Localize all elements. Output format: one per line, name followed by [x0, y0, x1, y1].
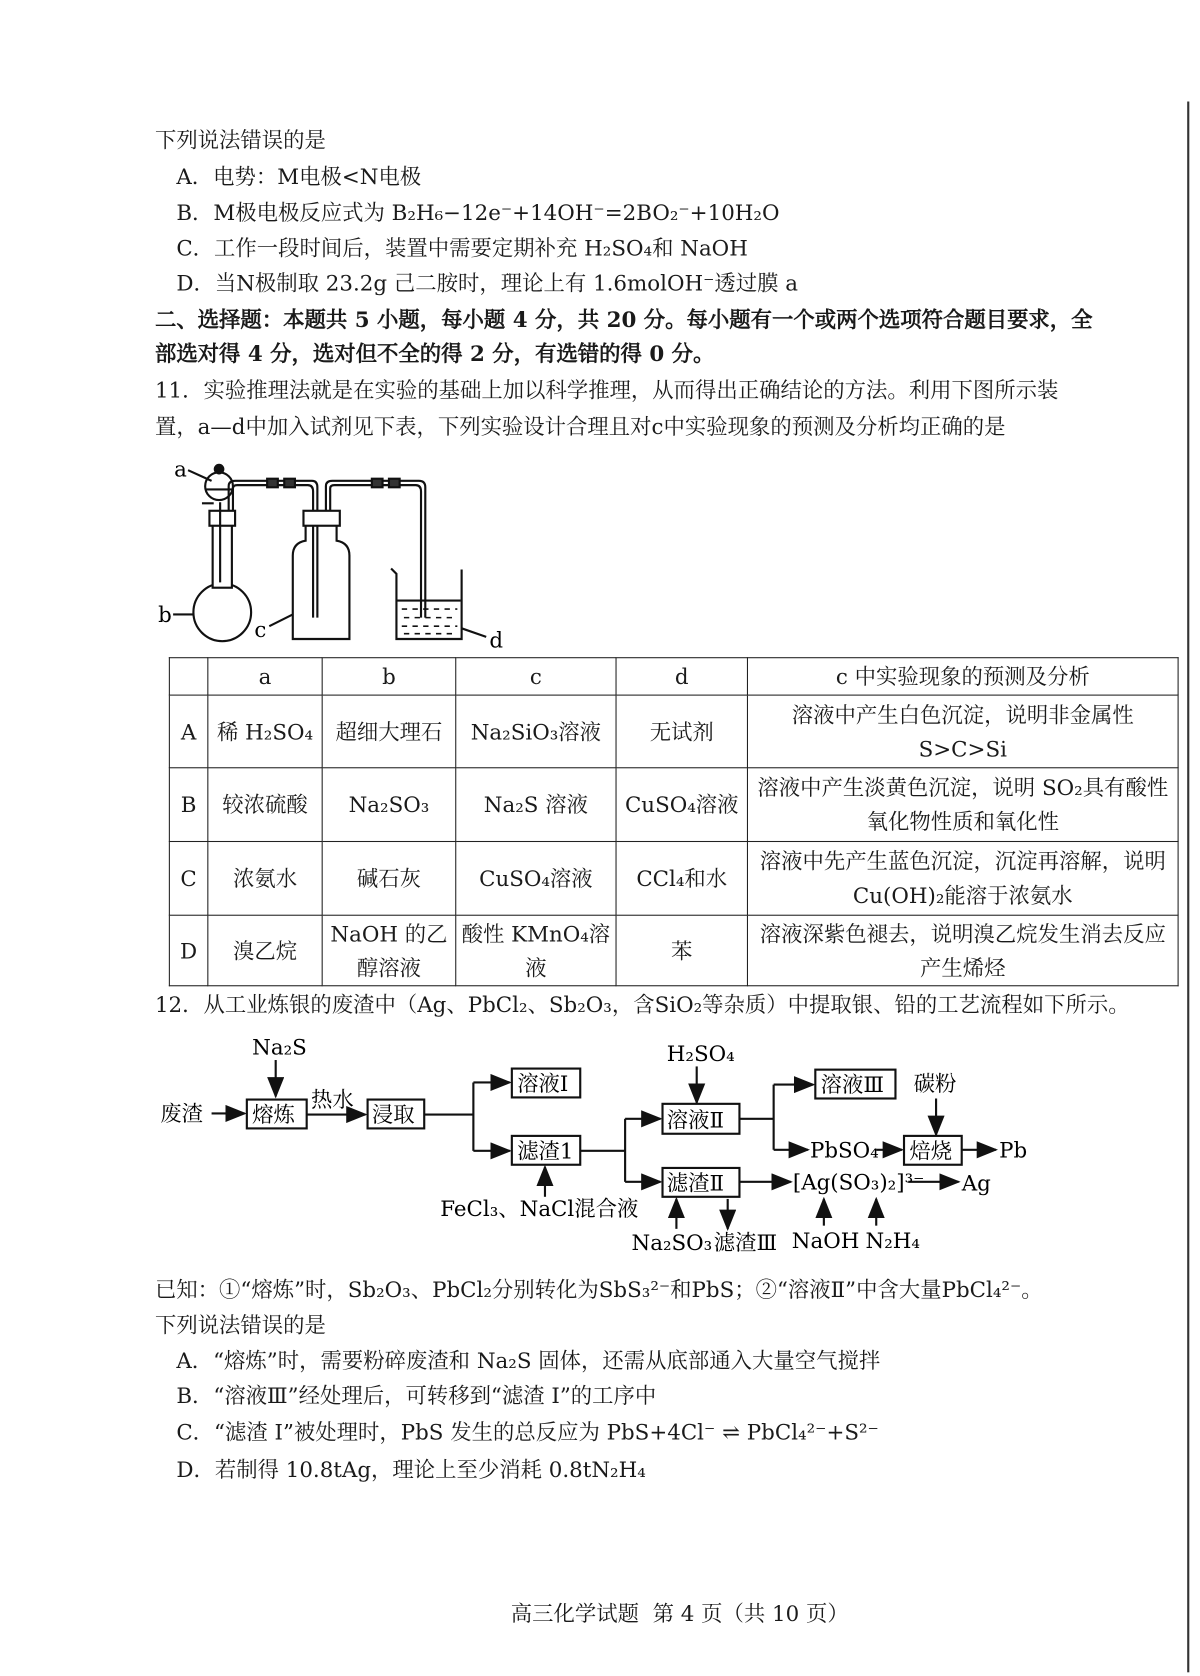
reagent-na2so3: Na₂SO₃	[631, 1231, 713, 1257]
product-residue2: 滤渣Ⅱ	[666, 1171, 725, 1197]
q10-option-d: D．当N极制取 23.2g 己二胺时，理论上有 1.6molOH⁻透过膜 a	[176, 270, 799, 296]
cell-c: Na₂SiO₃溶液	[456, 695, 616, 768]
cell-d: CuSO₄溶液	[616, 768, 747, 842]
row-label: A	[169, 695, 207, 768]
reagent-na2s: Na₂S	[252, 1035, 307, 1061]
feed-waste-residue: 废渣	[160, 1101, 204, 1127]
step-smelt: 熔炼	[252, 1102, 295, 1128]
cell-b: 碱石灰	[322, 841, 456, 915]
q10-option-b: B．M极电极反应式为 B₂H₆−12e⁻+14OH⁻=2BO₂⁻+10H₂O	[176, 199, 780, 226]
table-header: c	[456, 658, 616, 695]
table-header: d	[616, 658, 747, 695]
label-a: a	[174, 457, 187, 483]
product-solution1: 溶液I	[517, 1072, 569, 1098]
q12-stem: 12．从工业炼银的废渣中（Ag、PbCl₂、Sb₂O₃，含SiO₂等杂质）中提取银、铅的工艺流程如下所示。	[154, 991, 1130, 1018]
reagent-carbon: 碳粉	[913, 1072, 957, 1098]
row-label: B	[169, 768, 207, 842]
reagent-fecl3-nacl: FeCl₃、NaCl混合液	[440, 1197, 639, 1223]
step-leach: 浸取	[371, 1102, 415, 1128]
table-header: b	[322, 658, 456, 695]
cell-d: 苯	[616, 915, 747, 986]
product-solution2: 溶液Ⅱ	[666, 1108, 725, 1134]
q10-stem: 下列说法错误的是	[154, 127, 326, 153]
q12-option-a: A．“熔炼”时，需要粉碎废渣和 Na₂S 固体，还需从底部通入大量空气搅拌	[176, 1347, 881, 1374]
step-roast: 焙烧	[909, 1139, 953, 1165]
q12-option-b: B．“溶液Ⅲ”经处理后，可转移到“滤渣 I”的工序中	[176, 1382, 657, 1409]
q11-stem-line1: 11．实验推理法就是在实验的基础上加以科学推理，从而得出正确结论的方法。利用下图所示装	[154, 377, 1059, 403]
reagent-hot-water: 热水	[310, 1088, 354, 1114]
cell-a: 较浓硫酸	[208, 768, 322, 842]
cell-c: CuSO₄溶液	[456, 841, 616, 915]
cell-analysis: 溶液中产生白色沉淀，说明非金属性 S>C>Si	[747, 695, 1178, 768]
product-ag: Ag	[961, 1171, 991, 1197]
cell-b: 超细大理石	[322, 695, 456, 768]
product-solution3: 溶液Ⅲ	[820, 1073, 884, 1099]
label-d: d	[489, 628, 504, 654]
q10-option-a: A．电势：M电极<N电极	[176, 163, 422, 190]
cell-a: 浓氨水	[208, 841, 322, 915]
cell-d: CCl₄和水	[616, 841, 747, 915]
q12-option-c: C．“滤渣 I”被处理时，PbS 发生的总反应为 PbS+4Cl⁻ ⇌ PbCl₄²⁻+S²⁻	[176, 1419, 879, 1445]
reagent-h2so4: H₂SO₄	[666, 1042, 735, 1068]
reagent-n2h4: N₂H₄	[865, 1229, 920, 1255]
q11-stem-line2: 置，a—d中加入试剂见下表，下列实验设计合理且对c中实验现象的预测及分析均正确的是	[154, 413, 1006, 440]
cell-analysis: 溶液中先产生蓝色沉淀，沉淀再溶解，说明 Cu(OH)₂能溶于浓氨水	[747, 841, 1178, 915]
row-label: D	[169, 915, 207, 986]
cell-b: Na₂SO₃	[322, 768, 456, 842]
section2-heading-cont: 部选对得 4 分，选对但不全的得 2 分，有选错的得 0 分。	[154, 340, 715, 367]
table-header: a	[208, 658, 322, 695]
product-residue3: 滤渣Ⅲ	[713, 1231, 778, 1257]
product-residue1: 滤渣1	[517, 1139, 574, 1165]
product-pbso4: PbSO₄	[809, 1138, 879, 1164]
section2-heading: 二、选择题：本题共 5 小题，每小题 4 分，共 20 分。每小题有一个或两个选项符合题目要求，全	[154, 306, 1093, 333]
cell-a: 溴乙烷	[208, 915, 322, 986]
q12-option-d: D．若制得 10.8tAg，理论上至少消耗 0.8tN₂H₄	[176, 1456, 646, 1483]
reagent-naoh: NaOH	[791, 1229, 860, 1255]
cell-c: Na₂S 溶液	[456, 768, 616, 842]
row-label: C	[169, 841, 207, 915]
cell-d: 无试剂	[616, 695, 747, 768]
q12-question: 下列说法错误的是	[154, 1312, 326, 1338]
q10-option-c: C．工作一段时间后，装置中需要定期补充 H₂SO₄和 NaOH	[176, 235, 748, 261]
product-pb: Pb	[999, 1138, 1028, 1164]
label-b: b	[158, 602, 172, 628]
cell-b: NaOH 的乙醇溶液	[322, 915, 456, 986]
page-footer: 高三化学试题 第 4 页（共 10 页）	[510, 1600, 849, 1627]
table-header: c 中实验现象的预测及分析	[747, 658, 1178, 695]
q12-known-info: 已知：①“熔炼”时，Sb₂O₃、PbCl₂分别转化为SbS₃²⁻和PbS；②“溶液Ⅱ”中含大量PbCl₄²⁻。	[154, 1276, 1043, 1303]
cell-c: 酸性 KMnO₄溶液	[456, 915, 616, 986]
cell-analysis: 溶液深紫色褪去，说明溴乙烷发生消去反应产生烯烃	[747, 915, 1178, 986]
cell-analysis: 溶液中产生淡黄色沉淀，说明 SO₂具有酸性氧化物性质和氧化性	[747, 768, 1178, 842]
product-ag-complex: [Ag(SO₃)₂]³⁻	[792, 1170, 925, 1196]
cell-a: 稀 H₂SO₄	[208, 695, 322, 768]
label-c: c	[254, 617, 267, 643]
